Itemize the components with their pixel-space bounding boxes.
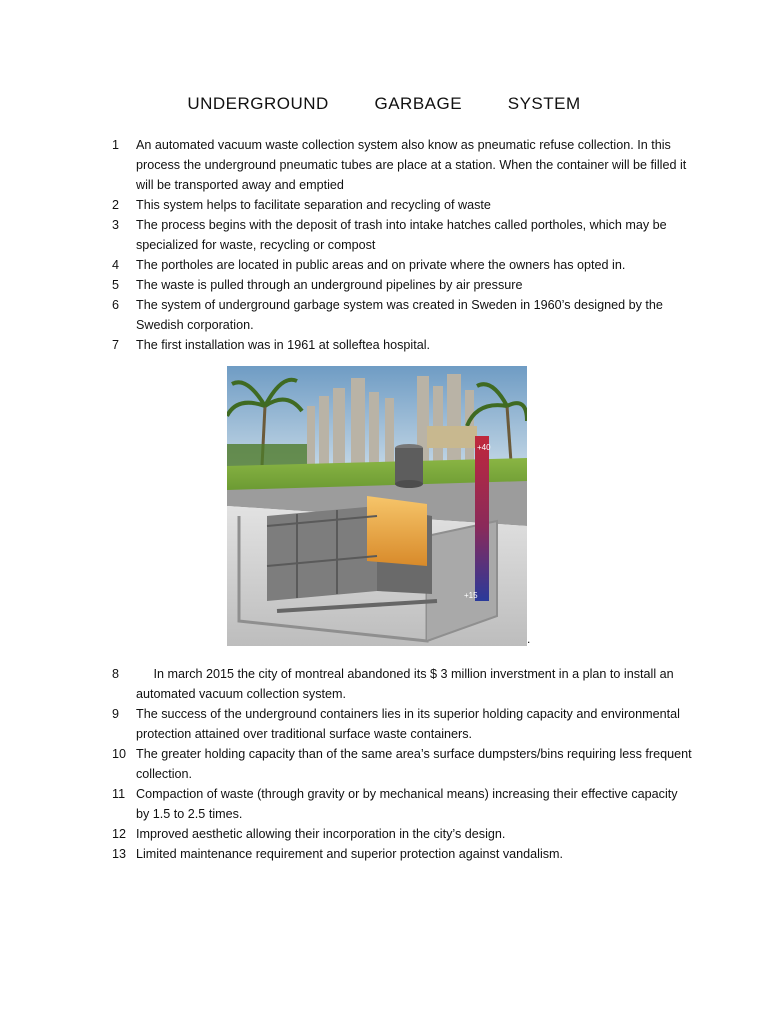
points-list-part2: [112, 664, 692, 864]
points-list-part1: [112, 135, 692, 355]
item-number: 10: [112, 747, 127, 761]
item-number: 3: [112, 218, 120, 232]
item-number: 8: [112, 667, 120, 681]
list-item: [112, 255, 692, 275]
list-item: [112, 824, 692, 844]
depth-gauge: [475, 436, 489, 601]
illustration-svg: [227, 366, 527, 646]
list-item: [112, 135, 692, 195]
item-number: 7: [112, 338, 120, 352]
building: [427, 426, 477, 448]
item-text: The success of the underground containers lies in its superior holding capacity and environmental protection attained over traditional surface waste containers.: [136, 707, 680, 741]
item-number: 5: [112, 278, 120, 292]
item-text: Limited maintenance requirement and superior protection against vandalism.: [136, 847, 564, 861]
item-text: The system of underground garbage system was created in Sweden in 1960’s designed by the Swedish corporation.: [136, 298, 663, 332]
list-item: [112, 215, 692, 255]
item-text: In march 2015 the city of montreal abandoned its $ 3 million inverstment in a plan to install an automated vacuum collection system.: [136, 667, 678, 701]
trailing-mark: .: [527, 632, 531, 646]
document-title: UNDERGROUND GARBAGE SYSTEM: [187, 94, 581, 113]
list-item: [112, 335, 692, 355]
item-number: 1: [112, 138, 120, 152]
item-text: This system helps to facilitate separation and recycling of waste: [136, 198, 491, 212]
item-text: The first installation was in 1961 at solleftea hospital.: [136, 338, 431, 352]
list-item: [112, 195, 692, 215]
item-number: 9: [112, 707, 120, 721]
list-item: [112, 704, 692, 744]
item-text: The waste is pulled through an underground pipelines by air pressure: [136, 278, 523, 292]
item-text: An automated vacuum waste collection system also know as pneumatic refuse collection. In this process the underground pneumatic tubes are place at a station. When the container will be filled it will be transported away and emptied: [136, 138, 687, 192]
underground-bin-illustration: [227, 366, 527, 646]
item-number: 12: [112, 827, 127, 841]
list-item: [112, 744, 692, 784]
item-number: 6: [112, 298, 120, 312]
item-number: 4: [112, 258, 120, 272]
item-text: Compaction of waste (through gravity or by mechanical means) increasing their effective capacity by 1.5 to 2.5 times.: [136, 787, 678, 821]
list-item: [112, 664, 692, 704]
gauge-top-label: +40: [477, 443, 491, 452]
surface-bin: [395, 444, 423, 488]
item-number: 11: [112, 787, 126, 801]
item-number: 2: [112, 198, 120, 212]
gauge-bottom-label: +15: [464, 591, 478, 600]
list-item: [112, 784, 692, 824]
item-text: Improved aesthetic allowing their incorporation in the city’s design.: [136, 827, 506, 841]
list-item: [112, 295, 692, 335]
item-text: The portholes are located in public areas and on private where the owners has opted in.: [136, 258, 626, 272]
list-item: [112, 844, 692, 864]
item-text: The greater holding capacity than of the same area’s surface dumpsters/bins requiring less frequent collection.: [136, 747, 692, 781]
item-text: The process begins with the deposit of trash into intake hatches called portholes, which may be specialized for waste, recycling or compost: [136, 218, 667, 252]
item-number: 13: [112, 847, 127, 861]
list-item: [112, 275, 692, 295]
